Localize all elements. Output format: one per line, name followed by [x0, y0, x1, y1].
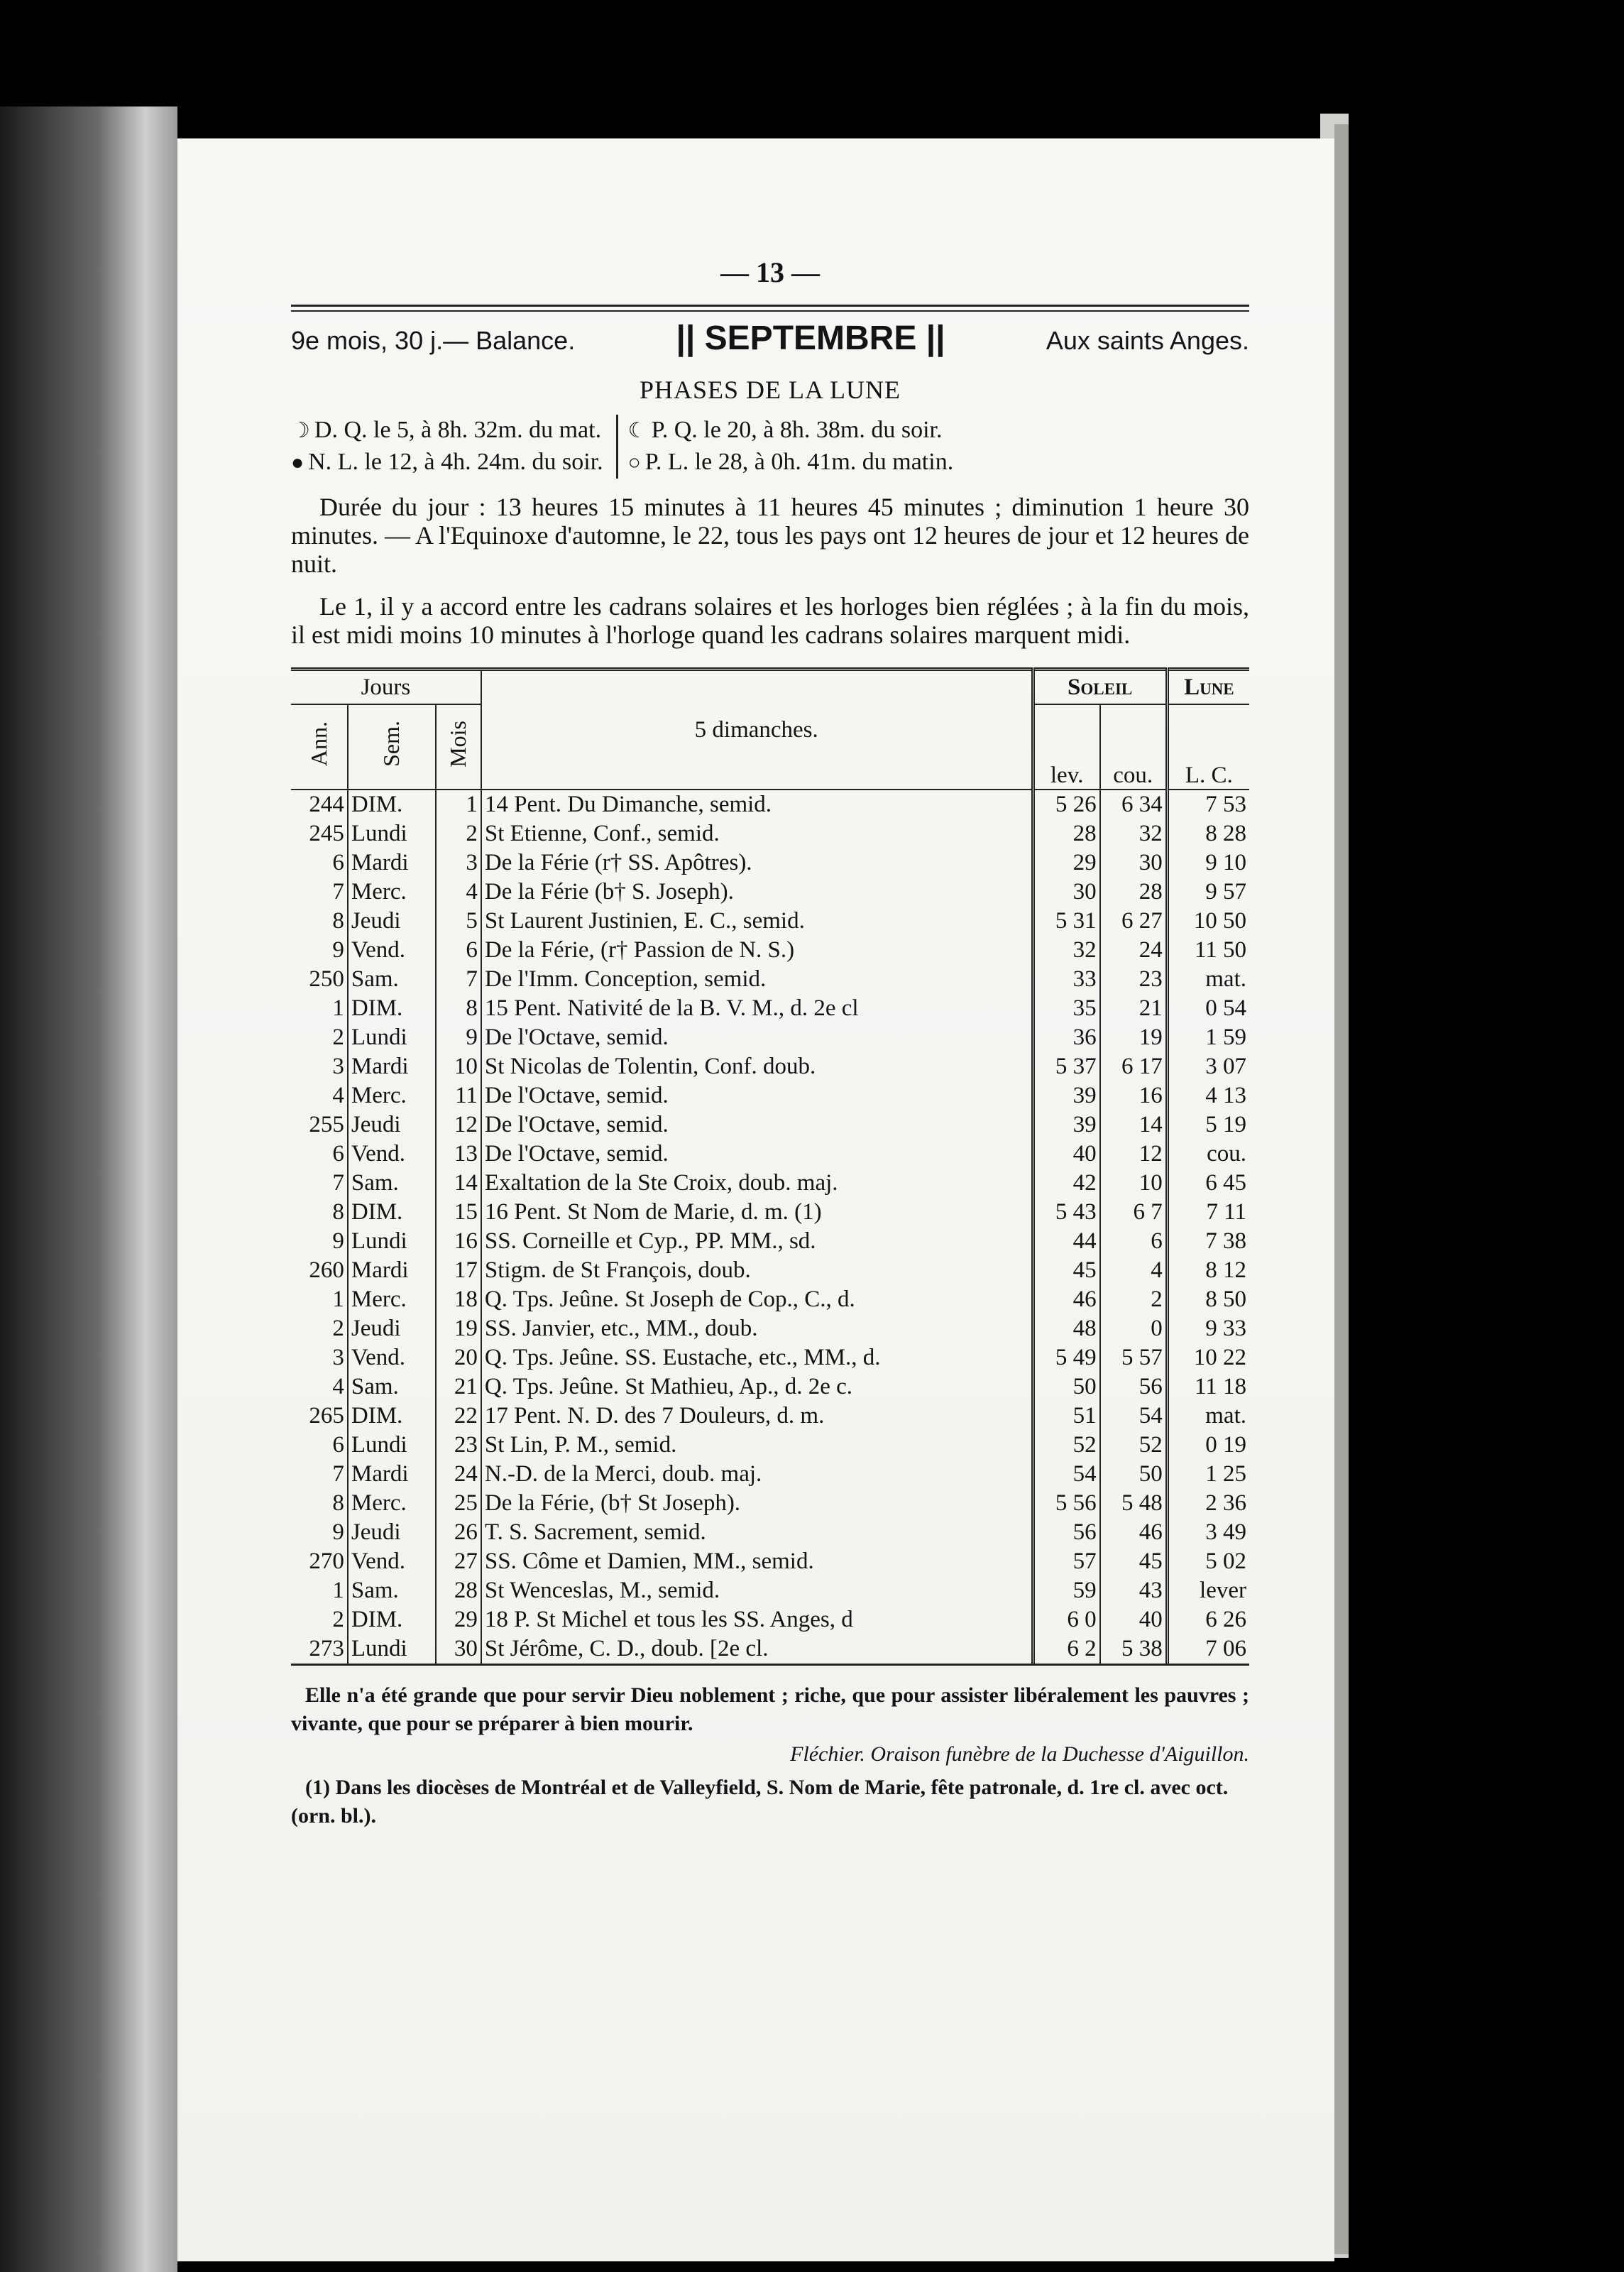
- sundial-paragraph: Le 1, il y a accord entre les cadrans solaires et les horloges bien réglées ; à la fin du mois, il est midi moins 10 minutes à l'horloge quand les cadrans solaires marquent midi.: [291, 592, 1249, 649]
- table-row: [291, 936, 1249, 965]
- cell-sun-set: 16: [1100, 1081, 1168, 1110]
- lc-header: L. C.: [1167, 704, 1249, 790]
- mois-header: [436, 704, 481, 790]
- cell-moon: 3 07: [1167, 1052, 1249, 1081]
- footnote: (1) Dans les diocèses de Montréal et de Valleyfield, S. Nom de Marie, fête patronale, d. 1re cl. avec oct. (orn. bl.).: [291, 1776, 1229, 1828]
- cell-sun-rise: 5 37: [1033, 1052, 1100, 1081]
- cell-ann: 4: [332, 1083, 344, 1108]
- cell-mois: 4: [436, 878, 481, 907]
- cell-ann: 265: [309, 1403, 344, 1429]
- cell-moon: 1 59: [1167, 1023, 1249, 1052]
- cell-ann: 3: [332, 1054, 344, 1079]
- cell-sun-rise: 30: [1033, 878, 1100, 907]
- cell-sun-set: 54: [1100, 1402, 1168, 1431]
- table-row: [291, 1372, 1249, 1402]
- cell-mois: 11: [436, 1081, 481, 1110]
- cell-mois: 2: [436, 819, 481, 848]
- cell-sun-rise: 52: [1033, 1431, 1100, 1460]
- top-double-rule: [291, 305, 1249, 312]
- cell-mois: 14: [436, 1169, 481, 1198]
- month-info: 9e mois, 30 j.— Balance.: [291, 326, 576, 355]
- cell-sun-rise: 59: [1033, 1576, 1100, 1605]
- table-row: [291, 1576, 1249, 1605]
- cell-sem: Lundi: [348, 1431, 436, 1460]
- cell-mois: 21: [436, 1372, 481, 1402]
- cell-feast: De la Férie, (r† Passion de N. S.): [481, 936, 1033, 965]
- cell-feast: De la Férie, (b† St Joseph).: [481, 1489, 1033, 1518]
- cell-feast: St Wenceslas, M., semid.: [481, 1576, 1033, 1605]
- cell-sun-rise: 45: [1033, 1256, 1100, 1285]
- table-bottom-rule: [291, 1664, 1249, 1666]
- cell-sem: DIM.: [348, 1198, 436, 1227]
- cell-feast: De l'Imm. Conception, semid.: [481, 965, 1033, 994]
- phase-first-quarter: [628, 415, 954, 447]
- cell-mois: 10: [436, 1052, 481, 1081]
- cell-ann: 2: [332, 1316, 344, 1341]
- cell-sem: DIM.: [348, 994, 436, 1023]
- cell-sun-rise: 6 0: [1033, 1605, 1100, 1634]
- cell-sun-set: 4: [1100, 1256, 1168, 1285]
- cell-feast: St Jérôme, C. D., doub. [2e cl.: [481, 1634, 1033, 1664]
- cell-ann: 8: [332, 1490, 344, 1516]
- cell-sem: Vend.: [348, 936, 436, 965]
- cell-sem: Sam.: [348, 1169, 436, 1198]
- cell-feast: De l'Octave, semid.: [481, 1140, 1033, 1169]
- calendar-table: [291, 667, 1249, 1664]
- cell-sun-set: 46: [1100, 1518, 1168, 1547]
- cell-sun-rise: 42: [1033, 1169, 1100, 1198]
- day-length-paragraph: Durée du jour : 13 heures 15 minutes à 11 heures 45 minutes ; diminution 1 heure 30 minutes. — A l'Equinoxe d'automne, le 22, tous les pays ont 12 heures de jour et 12 heures de nuit.: [291, 493, 1249, 578]
- cell-feast: SS. Corneille et Cyp., PP. MM., sd.: [481, 1227, 1033, 1256]
- table-row: [291, 1343, 1249, 1372]
- cell-sem: DIM.: [348, 790, 436, 819]
- cell-moon: 7 53: [1167, 790, 1249, 819]
- table-row: [291, 1518, 1249, 1547]
- cell-feast: 14 Pent. Du Dimanche, semid.: [481, 790, 1033, 819]
- cell-sun-rise: 33: [1033, 965, 1100, 994]
- cell-sun-set: 6 17: [1100, 1052, 1168, 1081]
- cell-moon: 8 50: [1167, 1285, 1249, 1314]
- cell-sun-rise: 32: [1033, 936, 1100, 965]
- cell-mois: 7: [436, 965, 481, 994]
- cell-feast: 16 Pent. St Nom de Marie, d. m. (1): [481, 1198, 1033, 1227]
- cell-moon: 8 28: [1167, 819, 1249, 848]
- cell-mois: 27: [436, 1547, 481, 1576]
- cell-sem: Sam.: [348, 1576, 436, 1605]
- cell-sem: DIM.: [348, 1605, 436, 1634]
- cell-moon: 9 10: [1167, 848, 1249, 878]
- phases-col-right: [616, 415, 967, 479]
- cell-moon: 11 18: [1167, 1372, 1249, 1402]
- cell-moon: 5 02: [1167, 1547, 1249, 1576]
- table-row: [291, 1227, 1249, 1256]
- cell-mois: 9: [436, 1023, 481, 1052]
- cell-sun-rise: 5 26: [1033, 790, 1100, 819]
- cell-feast: De l'Octave, semid.: [481, 1081, 1033, 1110]
- cell-sem: Mardi: [348, 1460, 436, 1489]
- cell-ann: 9: [332, 1519, 344, 1545]
- cell-ann: 7: [332, 879, 344, 905]
- cell-moon: mat.: [1167, 965, 1249, 994]
- cell-sem: Mardi: [348, 848, 436, 878]
- cell-sun-set: 6 27: [1100, 907, 1168, 936]
- ann-header-text: Ann.: [305, 721, 331, 767]
- cell-sem: Jeudi: [348, 1110, 436, 1140]
- cell-mois: 26: [436, 1518, 481, 1547]
- cell-mois: 12: [436, 1110, 481, 1140]
- cell-moon: 6 26: [1167, 1605, 1249, 1634]
- cell-sun-set: 12: [1100, 1140, 1168, 1169]
- cell-sem: Sam.: [348, 1372, 436, 1402]
- cell-moon: 10 50: [1167, 907, 1249, 936]
- table-row: [291, 965, 1249, 994]
- cell-ann: 245: [309, 821, 344, 846]
- cell-mois: 13: [436, 1140, 481, 1169]
- cell-feast: De l'Octave, semid.: [481, 1110, 1033, 1140]
- cell-ann: 8: [332, 1199, 344, 1225]
- cell-sun-rise: 39: [1033, 1110, 1100, 1140]
- cell-ann: 2: [332, 1607, 344, 1632]
- cell-sun-set: 0: [1100, 1314, 1168, 1343]
- cell-sun-set: 5 57: [1100, 1343, 1168, 1372]
- cell-moon: 8 12: [1167, 1256, 1249, 1285]
- table-row: [291, 994, 1249, 1023]
- cell-feast: Q. Tps. Jeûne. SS. Eustache, etc., MM., d.: [481, 1343, 1033, 1372]
- cell-moon: 7 06: [1167, 1634, 1249, 1664]
- cell-sem: Jeudi: [348, 1314, 436, 1343]
- cell-moon: 5 19: [1167, 1110, 1249, 1140]
- moon-phases: [291, 415, 1249, 479]
- cell-mois: 19: [436, 1314, 481, 1343]
- cell-sem: Merc.: [348, 1285, 436, 1314]
- cell-ann: 3: [332, 1345, 344, 1370]
- cell-sem: Vend.: [348, 1547, 436, 1576]
- cell-sun-set: 10: [1100, 1169, 1168, 1198]
- table-row: [291, 1081, 1249, 1110]
- cell-mois: 3: [436, 848, 481, 878]
- table-row: [291, 819, 1249, 848]
- last-quarter-icon: ☽: [291, 419, 310, 442]
- mois-header-text: Mois: [445, 720, 471, 768]
- cell-ann: 1: [332, 1578, 344, 1603]
- table-row: [291, 878, 1249, 907]
- cell-sun-rise: 5 49: [1033, 1343, 1100, 1372]
- cell-ann: 250: [309, 966, 344, 992]
- cell-moon: 7 38: [1167, 1227, 1249, 1256]
- cell-sem: Mardi: [348, 1256, 436, 1285]
- phase-text: N. L. le 12, à 4h. 24m. du soir.: [308, 449, 603, 475]
- cell-moon: 9 57: [1167, 878, 1249, 907]
- cell-sem: DIM.: [348, 1402, 436, 1431]
- cell-feast: De la Férie (b† S. Joseph).: [481, 878, 1033, 907]
- page-content: [291, 256, 1249, 1830]
- table-row: [291, 1023, 1249, 1052]
- table-row: [291, 848, 1249, 878]
- phases-col-left: [291, 415, 616, 479]
- cell-ann: 244: [309, 792, 344, 817]
- cell-moon: lever: [1167, 1576, 1249, 1605]
- cell-ann: 4: [332, 1374, 344, 1399]
- cell-feast: T. S. Sacrement, semid.: [481, 1518, 1033, 1547]
- table-row: [291, 1140, 1249, 1169]
- cell-feast: Q. Tps. Jeûne. St Joseph de Cop., C., d.: [481, 1285, 1033, 1314]
- cell-sem: Jeudi: [348, 1518, 436, 1547]
- table-row: [291, 1285, 1249, 1314]
- cell-sun-set: 23: [1100, 965, 1168, 994]
- cell-sun-rise: 29: [1033, 848, 1100, 878]
- phase-new-moon: [291, 447, 603, 479]
- cell-mois: 23: [436, 1431, 481, 1460]
- cell-sun-rise: 57: [1033, 1547, 1100, 1576]
- phases-title: PHASES DE LA LUNE: [639, 376, 901, 404]
- cell-sun-set: 50: [1100, 1460, 1168, 1489]
- left-page-edge: [0, 106, 177, 2272]
- phase-full-moon: [628, 447, 954, 479]
- cell-feast: 18 P. St Michel et tous les SS. Anges, d: [481, 1605, 1033, 1634]
- cell-sun-rise: 35: [1033, 994, 1100, 1023]
- phase-text: D. Q. le 5, à 8h. 32m. du mat.: [314, 417, 602, 443]
- cell-moon: 9 33: [1167, 1314, 1249, 1343]
- cell-sun-set: 5 38: [1100, 1634, 1168, 1664]
- cell-sun-set: 30: [1100, 848, 1168, 878]
- cell-mois: 29: [436, 1605, 481, 1634]
- cell-sem: Lundi: [348, 1634, 436, 1664]
- table-row: [291, 1547, 1249, 1576]
- cell-ann: 6: [332, 1141, 344, 1167]
- cell-moon: 3 49: [1167, 1518, 1249, 1547]
- cell-feast: St Nicolas de Tolentin, Conf. doub.: [481, 1052, 1033, 1081]
- lune-header: Lune: [1167, 670, 1249, 705]
- cell-ann: 1: [332, 1287, 344, 1312]
- lev-header: lev.: [1033, 704, 1100, 790]
- cell-mois: 17: [436, 1256, 481, 1285]
- table-row: [291, 1314, 1249, 1343]
- cell-moon: mat.: [1167, 1402, 1249, 1431]
- cell-sun-rise: 28: [1033, 819, 1100, 848]
- cell-sun-rise: 48: [1033, 1314, 1100, 1343]
- cell-sun-set: 5 48: [1100, 1489, 1168, 1518]
- cell-sun-rise: 6 2: [1033, 1634, 1100, 1664]
- cell-sun-set: 14: [1100, 1110, 1168, 1140]
- cell-moon: 1 25: [1167, 1460, 1249, 1489]
- cell-moon: 0 54: [1167, 994, 1249, 1023]
- cell-mois: 1: [436, 790, 481, 819]
- cell-feast: Q. Tps. Jeûne. St Mathieu, Ap., d. 2e c.: [481, 1372, 1033, 1402]
- cell-sun-set: 28: [1100, 878, 1168, 907]
- cell-mois: 30: [436, 1634, 481, 1664]
- table-row: [291, 1402, 1249, 1431]
- ann-header: [291, 704, 348, 790]
- dimanches-header: 5 dimanches.: [481, 670, 1033, 790]
- table-row: [291, 1489, 1249, 1518]
- cell-moon: 7 11: [1167, 1198, 1249, 1227]
- table-row: [291, 1169, 1249, 1198]
- cell-ann: 1: [332, 995, 344, 1021]
- cell-feast: 15 Pent. Nativité de la B. V. M., d. 2e cl: [481, 994, 1033, 1023]
- cell-moon: 11 50: [1167, 936, 1249, 965]
- phase-last-quarter: [291, 415, 603, 447]
- cell-sun-set: 56: [1100, 1372, 1168, 1402]
- cell-feast: 17 Pent. N. D. des 7 Douleurs, d. m.: [481, 1402, 1033, 1431]
- cell-moon: 2 36: [1167, 1489, 1249, 1518]
- quote-signature: Fléchier. Oraison funèbre de la Duchesse d'Aiguillon.: [790, 1742, 1249, 1766]
- cell-sun-rise: 5 31: [1033, 907, 1100, 936]
- cell-sun-set: 21: [1100, 994, 1168, 1023]
- cell-mois: 24: [436, 1460, 481, 1489]
- cell-moon: 0 19: [1167, 1431, 1249, 1460]
- cell-feast: St Etienne, Conf., semid.: [481, 819, 1033, 848]
- jours-header: Jours: [291, 670, 481, 705]
- cell-sun-set: 6 34: [1100, 790, 1168, 819]
- month-header: [291, 319, 1249, 358]
- cell-ann: 8: [332, 908, 344, 934]
- cell-moon: 10 22: [1167, 1343, 1249, 1372]
- cell-feast: St Laurent Justinien, E. C., semid.: [481, 907, 1033, 936]
- cell-feast: St Lin, P. M., semid.: [481, 1431, 1033, 1460]
- cou-header: cou.: [1100, 704, 1168, 790]
- cell-sem: Lundi: [348, 1023, 436, 1052]
- cell-sun-set: 24: [1100, 936, 1168, 965]
- phase-text: P. L. le 28, à 0h. 41m. du matin.: [644, 449, 954, 475]
- cell-ann: 7: [332, 1461, 344, 1487]
- cell-sun-rise: 36: [1033, 1023, 1100, 1052]
- cell-sun-rise: 5 43: [1033, 1198, 1100, 1227]
- cell-mois: 25: [436, 1489, 481, 1518]
- cell-sun-rise: 5 56: [1033, 1489, 1100, 1518]
- cell-ann: 7: [332, 1170, 344, 1196]
- cell-sun-set: 6 7: [1100, 1198, 1168, 1227]
- month-dedication: Aux saints Anges.: [1046, 326, 1249, 355]
- cell-ann: 255: [309, 1112, 344, 1137]
- cell-sun-set: 45: [1100, 1547, 1168, 1576]
- page-number: — 13 —: [720, 256, 820, 288]
- new-moon-icon: ●: [291, 451, 304, 474]
- cell-sun-rise: 56: [1033, 1518, 1100, 1547]
- cell-sun-rise: 51: [1033, 1402, 1100, 1431]
- cell-mois: 28: [436, 1576, 481, 1605]
- table-row: [291, 1605, 1249, 1634]
- cell-sem: Merc.: [348, 1081, 436, 1110]
- cell-feast: N.-D. de la Merci, doub. maj.: [481, 1460, 1033, 1489]
- calendar-body: [291, 790, 1249, 1664]
- cell-sem: Merc.: [348, 878, 436, 907]
- cell-ann: 2: [332, 1025, 344, 1050]
- table-row: [291, 790, 1249, 819]
- cell-ann: 9: [332, 937, 344, 963]
- sem-header: [348, 704, 436, 790]
- cell-sun-set: 32: [1100, 819, 1168, 848]
- cell-sun-rise: 46: [1033, 1285, 1100, 1314]
- cell-feast: Stigm. de St François, doub.: [481, 1256, 1033, 1285]
- cell-sem: Merc.: [348, 1489, 436, 1518]
- cell-sun-set: 2: [1100, 1285, 1168, 1314]
- cell-ann: 260: [309, 1257, 344, 1283]
- first-quarter-icon: ☾: [627, 419, 647, 442]
- cell-sun-rise: 40: [1033, 1140, 1100, 1169]
- cell-sun-rise: 50: [1033, 1372, 1100, 1402]
- cell-feast: SS. Janvier, etc., MM., doub.: [481, 1314, 1033, 1343]
- cell-sem: Vend.: [348, 1343, 436, 1372]
- full-moon-icon: ○: [627, 451, 641, 474]
- table-row: [291, 1431, 1249, 1460]
- cell-feast: Exaltation de la Ste Croix, doub. maj.: [481, 1169, 1033, 1198]
- cell-mois: 6: [436, 936, 481, 965]
- quote: Elle n'a été grande que pour servir Dieu noblement ; riche, que pour assister libéralement les pauvres ; vivante, que pour se préparer à bien mourir.: [291, 1683, 1249, 1735]
- cell-mois: 16: [436, 1227, 481, 1256]
- cell-sun-set: 6: [1100, 1227, 1168, 1256]
- cell-sem: Jeudi: [348, 907, 436, 936]
- cell-mois: 18: [436, 1285, 481, 1314]
- cell-moon: 4 13: [1167, 1081, 1249, 1110]
- cell-sun-set: 43: [1100, 1576, 1168, 1605]
- cell-feast: De l'Octave, semid.: [481, 1023, 1033, 1052]
- page-edge-shadow: [1334, 124, 1349, 2254]
- cell-sem: Sam.: [348, 965, 436, 994]
- table-row: [291, 1634, 1249, 1664]
- sem-header-text: Sem.: [378, 721, 405, 767]
- table-row: [291, 1198, 1249, 1227]
- table-row: [291, 1110, 1249, 1140]
- cell-ann: 270: [309, 1549, 344, 1574]
- cell-mois: 20: [436, 1343, 481, 1372]
- cell-ann: 9: [332, 1228, 344, 1254]
- cell-sun-rise: 54: [1033, 1460, 1100, 1489]
- table-row: [291, 907, 1249, 936]
- cell-ann: 6: [332, 850, 344, 875]
- cell-moon: cou.: [1167, 1140, 1249, 1169]
- cell-sem: Mardi: [348, 1052, 436, 1081]
- cell-sun-set: 40: [1100, 1605, 1168, 1634]
- cell-sun-set: 19: [1100, 1023, 1168, 1052]
- cell-ann: 6: [332, 1432, 344, 1458]
- cell-sun-rise: 39: [1033, 1081, 1100, 1110]
- cell-sem: Lundi: [348, 819, 436, 848]
- cell-mois: 5: [436, 907, 481, 936]
- cell-mois: 8: [436, 994, 481, 1023]
- table-row: [291, 1256, 1249, 1285]
- cell-feast: SS. Côme et Damien, MM., semid.: [481, 1547, 1033, 1576]
- cell-ann: 273: [309, 1636, 344, 1661]
- cell-mois: 22: [436, 1402, 481, 1431]
- table-row: [291, 1052, 1249, 1081]
- phase-text: P. Q. le 20, à 8h. 38m. du soir.: [651, 417, 943, 443]
- cell-mois: 15: [436, 1198, 481, 1227]
- cell-feast: De la Férie (r† SS. Apôtres).: [481, 848, 1033, 878]
- cell-sem: Vend.: [348, 1140, 436, 1169]
- table-row: [291, 1460, 1249, 1489]
- soleil-header: Soleil: [1033, 670, 1167, 705]
- month-title: || SEPTEMBRE ||: [676, 320, 945, 357]
- cell-sun-rise: 44: [1033, 1227, 1100, 1256]
- cell-sem: Lundi: [348, 1227, 436, 1256]
- cell-sun-set: 52: [1100, 1431, 1168, 1460]
- cell-moon: 6 45: [1167, 1169, 1249, 1198]
